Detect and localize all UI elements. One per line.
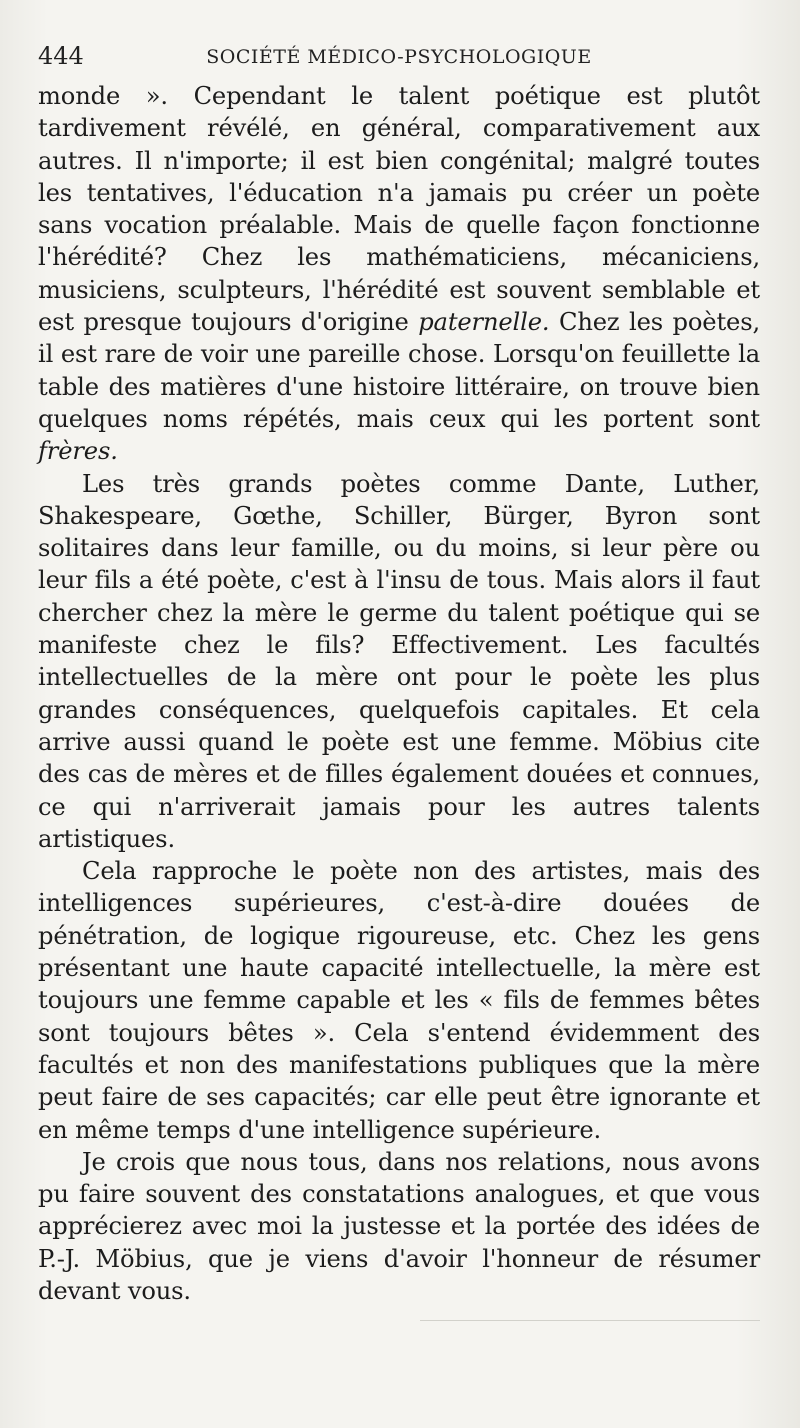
running-head: SOCIÉTÉ MÉDICO-PSYCHOLOGIQUE [206, 46, 592, 68]
paragraph-2 [38, 468, 760, 856]
paragraph-3 [38, 855, 760, 1146]
paragraph-1 [38, 80, 760, 468]
footnote-rule [420, 1320, 760, 1321]
text-fragment: Chez les poètes, il est rare de voir une pareille chose. Lorsqu'on feuillette la table des matières d'une histoire littéraire, on trouve bien quelques noms répétés, mais ceux qui les portent sont [38, 308, 760, 433]
page-header [38, 40, 760, 76]
paragraph-4 [38, 1146, 760, 1307]
text-fragment: Je crois que nous tous, dans nos relations, nous avons pu faire souvent des constatations analogues, et que vous apprécierez avec moi la justesse et la portée des idées de P.-J. Möbius, que je viens d'avoir l'honneur de résumer devant vous. [38, 1147, 760, 1305]
text-fragment: monde ». Cependant le talent poétique est plutôt tardivement révélé, en général, comparativement aux autres. Il n'importe; il est bien congénital; malgré toutes les tentatives, l'éducation n'a jamais pu créer un poète sans vocation préalable. Mais de quelle façon fonctionne l'hérédité? Chez les mathématiciens, mécaniciens, musiciens, sculpteurs, l'hérédité est souvent semblable et est presque toujours d'origine [38, 82, 760, 337]
page-number: 444 [38, 42, 84, 70]
text-fragment: Les très grands poètes comme Dante, Luther, Shakespeare, Gœthe, Schiller, Bürger, Byron sont solitaires dans leur famille, ou du moins, si leur père ou leur fils a été poète, c'est à l'insu de tous. Mais alors il faut chercher chez la mère le germe du talent poétique qui se manifeste chez le fils? Effectivement. Les facultés intellectuelles de la mère ont pour le poète les plus grandes conséquences, quelquefois capitales. Et cela arrive aussi quand le poète est une femme. Möbius cite des cas de mères et de filles également douées et connues, ce qui n'arriverait jamais pour les autres talents artistiques. [38, 469, 760, 853]
italic-fragment: paternelle. [418, 308, 550, 337]
italic-fragment: frères. [38, 437, 118, 466]
body-text [38, 80, 760, 1307]
text-fragment: Cela rapproche le poète non des artistes, mais des intelligences supérieures, c'est-à-dire douées de pénétration, de logique rigoureuse, etc. Chez les gens présentant une haute capacité intellectuelle, la mère est toujours une femme capable et les « fils de femmes bêtes sont toujours bêtes ». Cela s'entend évidemment des facultés et non des manifestations publiques que la mère peut faire de ses capacités; car elle peut être ignorante et en même temps d'une intelligence supérieure. [38, 857, 760, 1144]
